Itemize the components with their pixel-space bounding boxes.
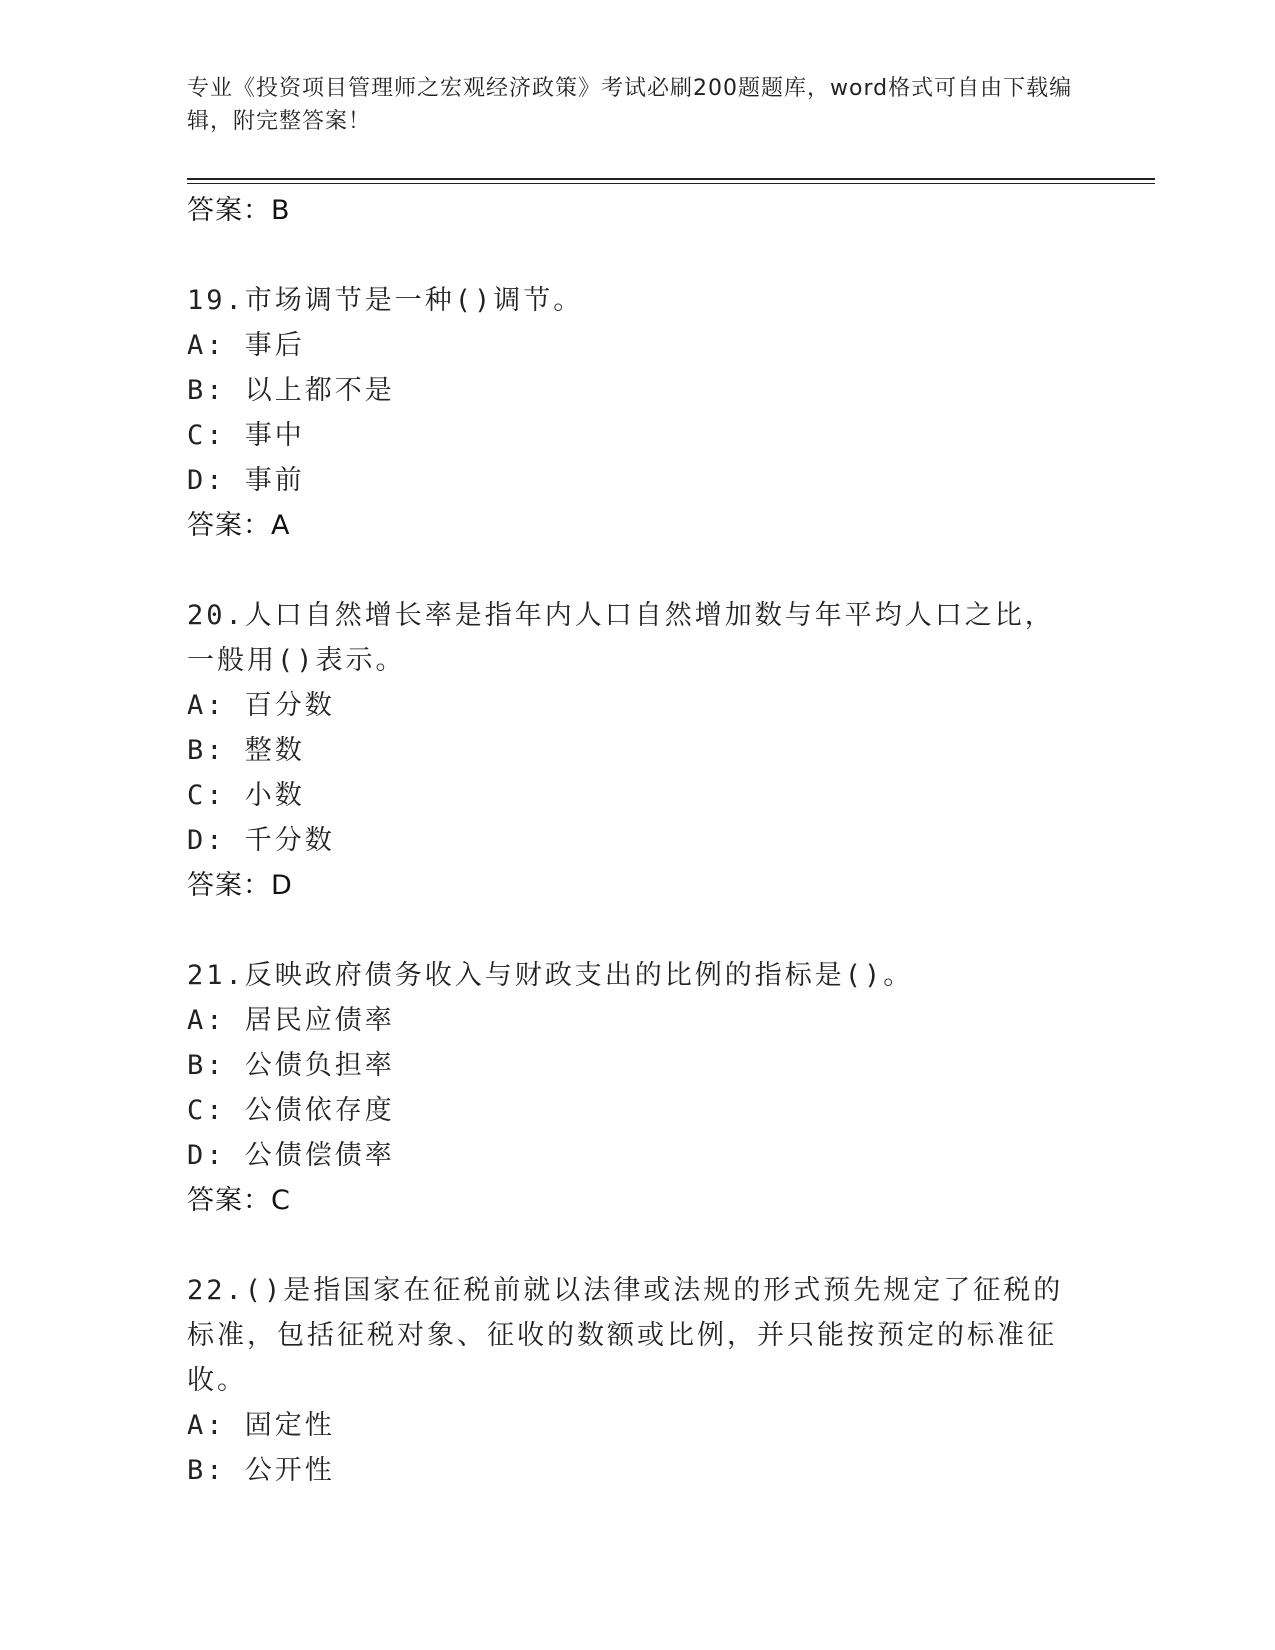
option-b: B: 以上都不是	[187, 375, 395, 406]
question-stem-19: 19.市场调节是一种()调节。	[187, 285, 584, 316]
option-b: B: 公开性	[187, 1455, 335, 1486]
option-a: A: 事后	[187, 330, 305, 361]
option-c: C: 事中	[187, 420, 305, 451]
option-d: D: 公债偿债率	[187, 1140, 395, 1171]
answer-line: 答案：B	[187, 195, 291, 226]
option-d: D: 千分数	[187, 825, 335, 856]
option-b: B: 公债负担率	[187, 1050, 395, 1081]
document-header: 专业《投资项目管理师之宏观经济政策》考试必刷200题题库，word格式可自由下载编辑，附完整答案！	[187, 76, 1073, 134]
option-a: A: 固定性	[187, 1410, 335, 1441]
question-list	[187, 188, 1087, 1493]
option-a: A: 居民应债率	[187, 1005, 395, 1036]
option-d: D: 事前	[187, 465, 305, 496]
question-stem-20: 20.人口自然增长率是指年内人口自然增加数与年平均人口之比，一般用()表示。	[187, 600, 1055, 676]
option-b: B: 整数	[187, 735, 305, 766]
question-stem-21: 21.反映政府债务收入与财政支出的比例的指标是()。	[187, 960, 914, 991]
header-rule-thick	[187, 178, 1155, 180]
answer-line: 答案：A	[187, 510, 291, 541]
question-stem-22: 22.()是指国家在征税前就以法律或法规的形式预先规定了征税的标准，包括征税对象、征收的数额或比例，并只能按预定的标准征收。	[187, 1275, 1064, 1396]
header-rule-thin	[187, 183, 1155, 184]
option-c: C: 小数	[187, 780, 305, 811]
answer-line: 答案：C	[187, 1185, 291, 1216]
answer-line: 答案：D	[187, 870, 293, 901]
option-c: C: 公债依存度	[187, 1095, 395, 1126]
option-a: A: 百分数	[187, 690, 335, 721]
